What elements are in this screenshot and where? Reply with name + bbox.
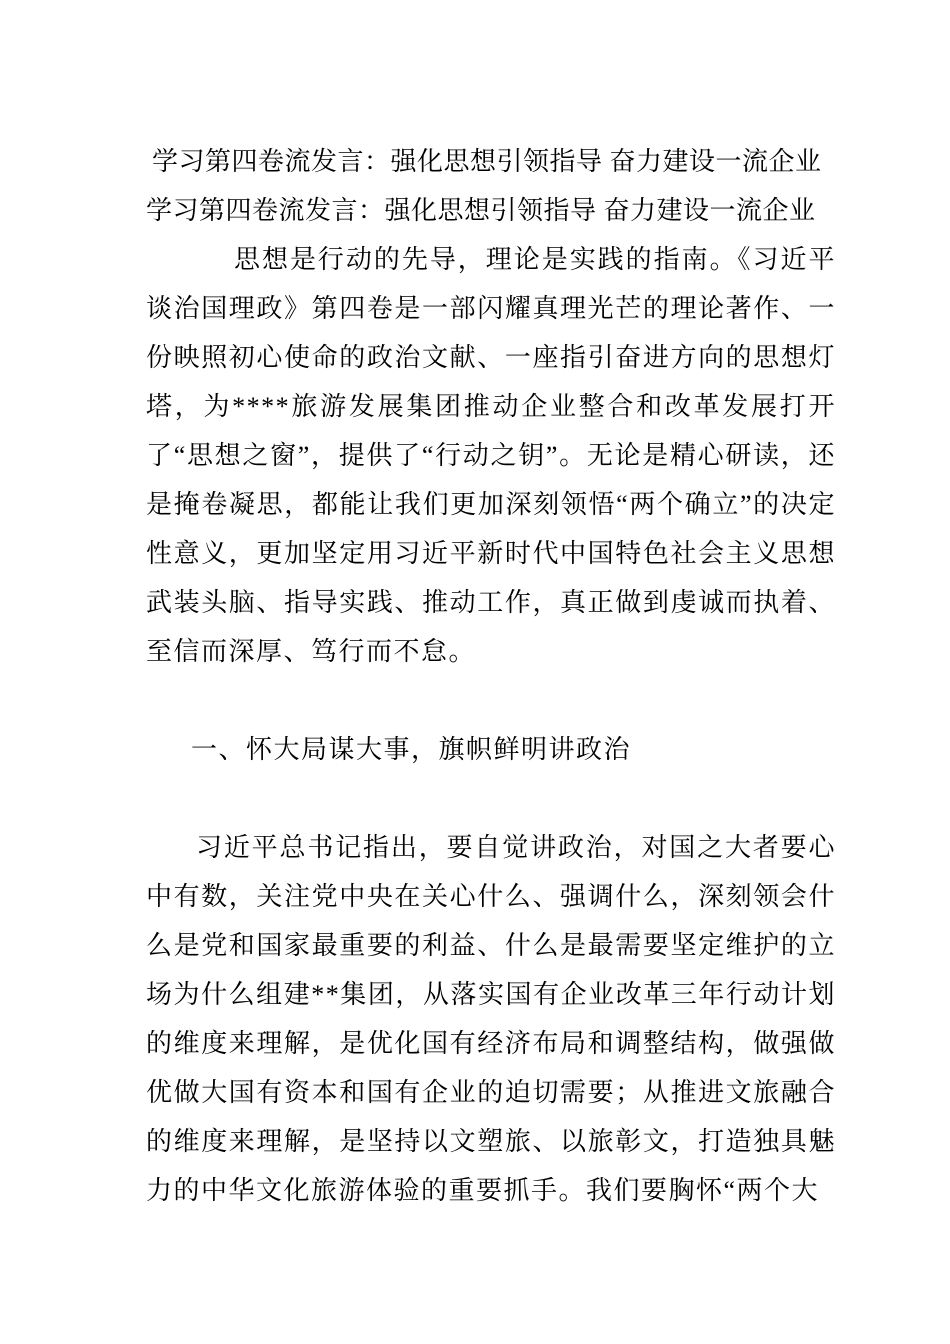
section-heading-1: 一、怀大局谋大事，旗帜鲜明讲政治 (191, 735, 632, 764)
intro-paragraph: 思想是行动的先导，理论是实践的指南。《习近平谈治国理政》第四卷是一部闪耀真理光芒的理论著作、一份映照初心使命的政治文献、一座指引奋进方向的思想灯塔，为****旅游发展集团推动企业整合和改革发展打开了“思想之窗”，提供了“行动之钥”。无论是精心研读，还是掩卷凝思，都能让我们更加深刻领悟“两个确立”的决定性意义，更加坚定用习近平新时代中国特色社会主义思想武装头脑、指导实践、推动工作，真正做到虔诚而执着、至信而深厚、笃行而不怠。 (146, 245, 836, 666)
section-1-paragraph: 习近平总书记指出，要自觉讲政治，对国之大者要心中有数，关注党中央在关心什么、强调什么，深刻领会什么是党和国家最重要的利益、什么是最需要坚定维护的立场为什么组建**集团，从落实国有企业改革三年行动计划的维度来理解，是优化国有经济布局和调整结构，做强做优做大国有资本和国有企业的迫切需要；从推进文旅融合的维度来理解，是坚持以文塑旅、以旅彰文，打造独具魅力的中华文化旅游体验的重要抓手。我们要胸怀“两个大 (146, 833, 836, 1205)
document-title-line-2: 学习第四卷流发言：强化思想引领指导 奋力建设一流企业 (146, 196, 816, 225)
document-title-line-1: 学习第四卷流发言：强化思想引领指导 奋力建设一流企业 (152, 147, 822, 176)
